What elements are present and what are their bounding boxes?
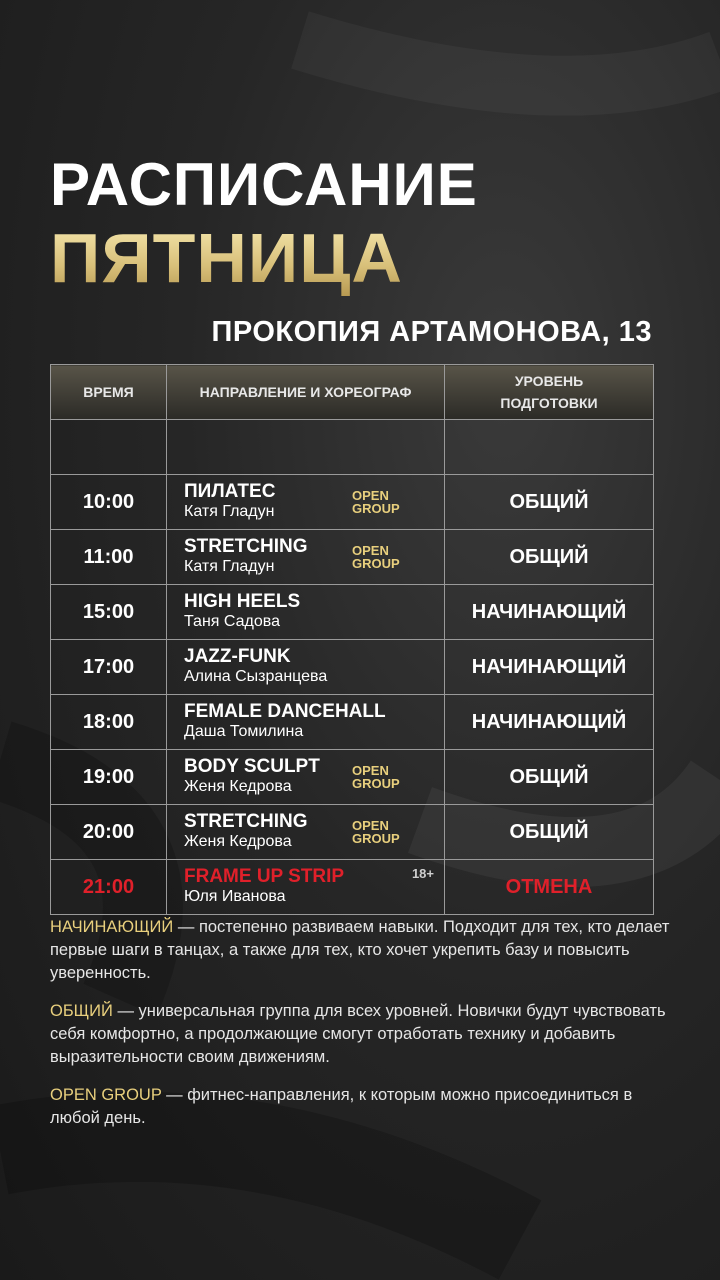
- class-direction: [167, 475, 445, 530]
- class-time: 21:00: [51, 860, 167, 915]
- class-level: ОБЩИЙ: [445, 530, 654, 585]
- class-direction: [167, 640, 445, 695]
- legend-term: ОБЩИЙ: [50, 1002, 113, 1020]
- open-group-badge: [352, 819, 400, 845]
- header-level-line2: ПОДГОТОВКИ: [500, 395, 598, 411]
- day-title: ПЯТНИЦА: [50, 219, 403, 297]
- schedule-table: [50, 364, 654, 915]
- table-header-row: [51, 365, 654, 420]
- class-coach: Юля Иванова: [184, 888, 286, 905]
- class-time: 10:00: [51, 475, 167, 530]
- class-name: FRAME UP STRIP: [184, 866, 345, 887]
- class-level: ОБЩИЙ: [445, 475, 654, 530]
- class-level: НАЧИНАЮЩИЙ: [445, 640, 654, 695]
- studio-address: ПРОКОПИЯ АРТАМОНОВА, 13: [211, 316, 652, 348]
- table-row: [51, 530, 654, 585]
- class-name: ПИЛАТЕС: [184, 481, 276, 502]
- open-group-badge: [352, 764, 400, 790]
- table-row: [51, 640, 654, 695]
- badge-line1: OPEN: [352, 818, 389, 833]
- class-name: STRETCHING: [184, 811, 308, 832]
- class-direction: [167, 750, 445, 805]
- table-row-cancelled: [51, 860, 654, 915]
- class-time: 11:00: [51, 530, 167, 585]
- open-group-badge: [352, 489, 400, 515]
- class-direction: [167, 860, 445, 915]
- table-row: [51, 585, 654, 640]
- class-level: НАЧИНАЮЩИЙ: [445, 585, 654, 640]
- class-time: 17:00: [51, 640, 167, 695]
- legend-beginner: [50, 916, 670, 985]
- legend-text: — фитнес-направления, к которым можно присоединиться в любой день.: [50, 1086, 633, 1127]
- class-coach: Алина Сызранцева: [184, 668, 328, 685]
- badge-line1: OPEN: [352, 763, 389, 778]
- badge-line1: OPEN: [352, 488, 389, 503]
- table-row: [51, 750, 654, 805]
- header-direction: НАПРАВЛЕНИЕ И ХОРЕОГРАФ: [167, 365, 445, 420]
- class-coach: Даша Томилина: [184, 723, 304, 740]
- class-direction: [167, 695, 445, 750]
- class-name: FEMALE DANCEHALL: [184, 701, 386, 722]
- badge-line2: GROUP: [352, 831, 400, 846]
- table-row: [51, 475, 654, 530]
- class-direction: [167, 530, 445, 585]
- open-group-badge: [352, 544, 400, 570]
- legend-text: — универсальная группа для всех уровней. Новички будут чувствовать себя комфортно, а продолжающие смогут отработать технику и добавить выразительности своим движениям.: [50, 1002, 666, 1066]
- legend-open-group: [50, 1084, 670, 1130]
- table-row: [51, 805, 654, 860]
- class-name: STRETCHING: [184, 536, 308, 557]
- class-time: 19:00: [51, 750, 167, 805]
- class-level: ОБЩИЙ: [445, 805, 654, 860]
- legend-term: OPEN GROUP: [50, 1086, 162, 1104]
- class-name: BODY SCULPT: [184, 756, 320, 777]
- class-coach: Таня Садова: [184, 613, 280, 630]
- badge-line1: OPEN: [352, 543, 389, 558]
- class-status-cancelled: ОТМЕНА: [445, 860, 654, 915]
- header-time: ВРЕМЯ: [51, 365, 167, 420]
- page-title: РАСПИСАНИЕ: [50, 151, 478, 218]
- class-coach: Катя Гладун: [184, 503, 275, 520]
- class-time: 18:00: [51, 695, 167, 750]
- class-coach: Катя Гладун: [184, 558, 275, 575]
- age-limit-badge: 18+: [411, 866, 434, 881]
- header-level-line1: УРОВЕНЬ: [514, 373, 584, 389]
- header-level: [445, 365, 654, 420]
- badge-line2: GROUP: [352, 501, 400, 516]
- legend-general: [50, 1000, 670, 1069]
- class-level: НАЧИНАЮЩИЙ: [445, 695, 654, 750]
- class-time: 15:00: [51, 585, 167, 640]
- badge-line2: GROUP: [352, 556, 400, 571]
- class-direction: [167, 805, 445, 860]
- table-gap: [51, 420, 654, 475]
- badge-line2: GROUP: [352, 776, 400, 791]
- class-direction: [167, 585, 445, 640]
- level-legend: [50, 916, 670, 1145]
- class-coach: Женя Кедрова: [184, 833, 292, 850]
- class-time: 20:00: [51, 805, 167, 860]
- legend-term: НАЧИНАЮЩИЙ: [50, 918, 174, 936]
- class-name: HIGH HEELS: [184, 591, 301, 612]
- table-row: [51, 695, 654, 750]
- class-level: ОБЩИЙ: [445, 750, 654, 805]
- class-name: JAZZ-FUNK: [184, 646, 291, 667]
- class-coach: Женя Кедрова: [184, 778, 292, 795]
- legend-text: — постепенно развиваем навыки. Подходит для тех, кто делает первые шаги в танцах, а также для тех, кто хочет укрепить базу и повысить уверенность.: [50, 918, 670, 982]
